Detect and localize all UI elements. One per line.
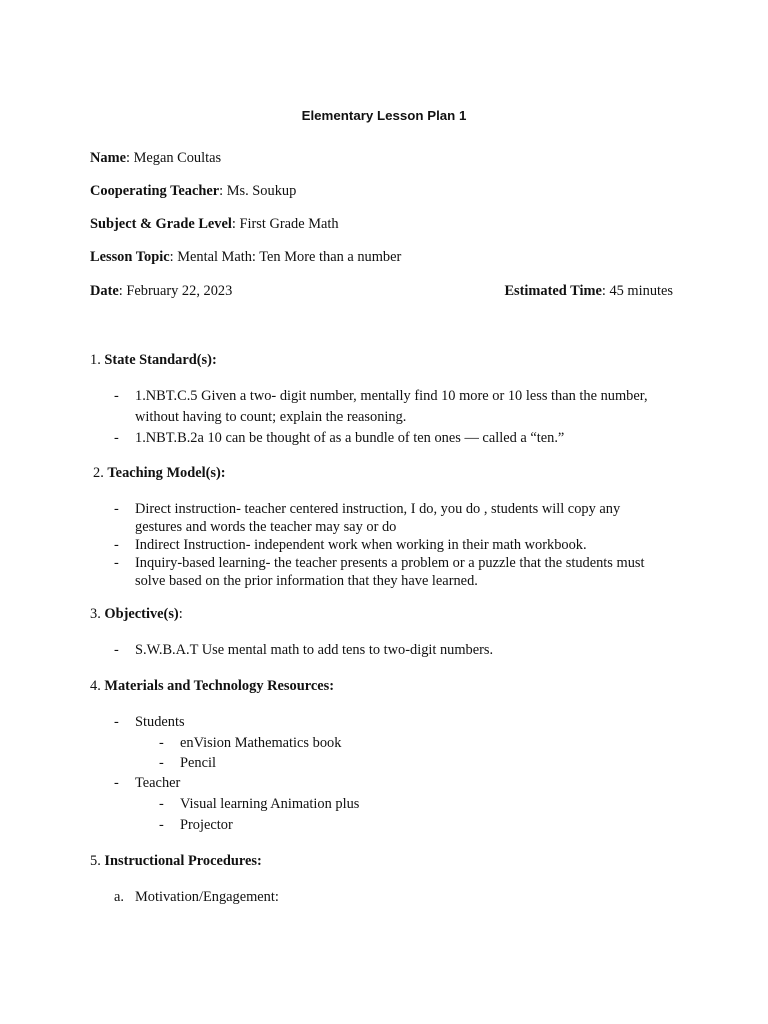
teacher-field xyxy=(90,182,296,200)
sub-list-marker: a. xyxy=(114,889,124,905)
bullet-dash: - xyxy=(159,796,164,812)
section-2-heading: 2. Teaching Model(s): xyxy=(93,465,226,481)
topic-label: Lesson Topic xyxy=(90,249,170,265)
teacher-value: : Ms. Soukup xyxy=(219,183,297,199)
list-item: solve based on the prior information that they have learned. xyxy=(135,573,478,589)
date-value: : February 22, 2023 xyxy=(118,283,233,299)
name-field xyxy=(90,149,221,167)
topic-value: : Mental Math: Ten More than a number xyxy=(169,249,402,265)
list-item: without having to count; explain the reasoning. xyxy=(135,409,407,425)
list-item: S.W.B.A.T Use mental math to add tens to two-digit numbers. xyxy=(135,642,494,658)
bullet-dash: - xyxy=(159,735,164,751)
bullet-dash: - xyxy=(159,817,164,833)
sub-list-item: Motivation/Engagement: xyxy=(135,889,279,905)
document-title: Elementary Lesson Plan 1 xyxy=(301,108,467,123)
bullet-dash: - xyxy=(114,642,119,658)
time-field xyxy=(504,282,673,300)
list-item: Inquiry-based learning- the teacher presents a problem or a puzzle that the students must xyxy=(135,555,645,571)
time-value: : 45 minutes xyxy=(601,283,673,299)
subject-value: : First Grade Math xyxy=(231,216,339,232)
topic-field xyxy=(90,248,401,266)
date-field xyxy=(90,282,232,300)
bullet-dash: - xyxy=(114,430,119,446)
name-value: : Megan Coultas xyxy=(125,150,222,166)
list-item: gestures and words the teacher may say or do xyxy=(135,519,397,535)
list-item-teacher: Teacher xyxy=(135,775,181,791)
bullet-dash: - xyxy=(114,555,119,571)
list-item: Indirect Instruction- independent work when working in their math workbook. xyxy=(135,537,587,553)
list-item: 1.NBT.C.5 Given a two- digit number, mentally find 10 more or 10 less than the number, xyxy=(135,388,648,404)
bullet-dash: - xyxy=(159,755,164,771)
bullet-dash: - xyxy=(114,714,119,730)
bullet-dash: - xyxy=(114,537,119,553)
section-4-heading: 4. Materials and Technology Resources: xyxy=(90,678,334,694)
date-label: Date xyxy=(90,283,119,299)
bullet-dash: - xyxy=(114,501,119,517)
sub-list-item: Projector xyxy=(180,817,233,833)
bullet-dash: - xyxy=(114,775,119,791)
bullet-dash: - xyxy=(114,388,119,404)
list-item: Direct instruction- teacher centered instruction, I do, you do , students will copy any xyxy=(135,501,621,517)
subject-label: Subject & Grade Level xyxy=(90,216,232,232)
subject-field xyxy=(90,215,339,233)
list-item: 1.NBT.B.2a 10 can be thought of as a bundle of ten ones — called a “ten.” xyxy=(135,430,565,446)
sub-list-item: enVision Mathematics book xyxy=(180,735,342,751)
section-3-heading: 3. Objective(s): xyxy=(90,606,183,622)
section-1-heading: 1. State Standard(s): xyxy=(90,352,217,368)
section-5-heading: 5. Instructional Procedures: xyxy=(90,853,262,869)
name-label: Name xyxy=(90,150,126,166)
teacher-label: Cooperating Teacher xyxy=(90,183,220,199)
sub-list-item: Visual learning Animation plus xyxy=(180,796,360,812)
sub-list-item: Pencil xyxy=(180,755,216,771)
time-label: Estimated Time xyxy=(504,283,602,299)
list-item-students: Students xyxy=(135,714,185,730)
